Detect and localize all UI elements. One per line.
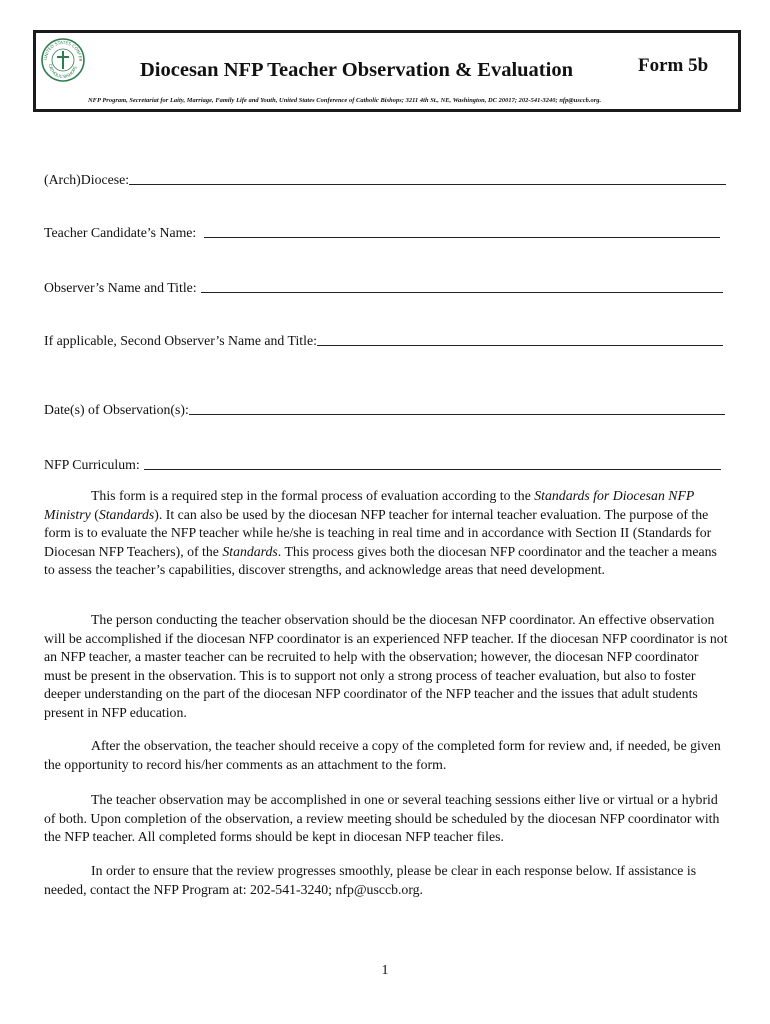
form-number: Form 5b: [638, 55, 709, 76]
observer-name-label: Observer’s Name and Title:: [44, 280, 197, 295]
diocese-input-line[interactable]: [129, 170, 726, 185]
curriculum-input-line[interactable]: [144, 455, 721, 470]
intro-paragraph: This form is a required step in the formal process of evaluation according to the Standards for Diocesan NFP Ministry (Standards). It can also be used by the diocesan NFP teacher for internal teacher evaluation. The purpose of the form is to evaluate the NFP teacher while he/she is teaching in real time and in accordance with Section II (Standards for Diocesan NFP Teachers), of the Standards. This process gives both the diocesan NFP coordinator and the teacher a means to assess the teacher’s capabilities, discover strengths, and acknowledge areas that need development.: [44, 488, 717, 578]
candidate-name-label: Teacher Candidate’s Name:: [44, 225, 197, 240]
sessions-paragraph: The teacher observation may be accomplished in one or several teaching sessions either live or virtual or a hybrid of both. Upon completion of the observation, a review meeting should be scheduled by the diocesan NFP coordinator with the NFP teacher. All completed forms should be kept in diocesan NFP teacher files.: [44, 792, 720, 845]
contact-paragraph: In order to ensure that the review progresses smoothly, please be clear in each response below. If assistance is needed, contact the NFP Program at: 202-541-3240; nfp@usccb.org.: [44, 863, 697, 897]
observer-paragraph: The person conducting the teacher observation should be the diocesan NFP coordinator. An effective observation will be accomplished if the diocesan NFP coordinator is an experienced NFP teacher. If the diocesan NFP coordinator is not an NFP teacher, a master teacher can be recruited to help with the observation; however, the diocesan NFP coordinator must be present in the observation. This is to support not only a strong process of teacher evaluation, but also to foster deeper understanding on the part of the diocesan NFP coordinator of the NFP teacher and the issues that adult students present in NFP education.: [44, 612, 728, 720]
second-observer-field: [44, 331, 723, 349]
after-observation-paragraph: After the observation, the teacher should receive a copy of the completed form for review and, if needed, be given the opportunity to record his/her comments as an attachment to the form.: [44, 738, 721, 772]
diocese-label: (Arch)Diocese:: [44, 172, 130, 187]
svg-text:UNITED STATES CONFERENCE OF: UNITED STATES CONFER: [42, 39, 84, 62]
standards-title-italic: Standards for Diocesan NFP Ministry: [44, 488, 695, 522]
curriculum-field: [44, 455, 721, 473]
diocese-field: [44, 170, 726, 188]
page-number: 1: [381, 963, 389, 978]
observation-dates-field: [44, 400, 725, 418]
observer-name-input-line[interactable]: [201, 278, 723, 293]
second-observer-input-line[interactable]: [317, 331, 723, 346]
svg-text:CATHOLIC BISHOPS: CATHOLIC BISHOPS: [47, 63, 78, 80]
form-header: [33, 30, 741, 112]
candidate-name-field: [44, 223, 720, 241]
observation-dates-input-line[interactable]: [189, 400, 725, 415]
form-title: Diocesan NFP Teacher Observation & Evaluation: [140, 59, 573, 81]
candidate-name-input-line[interactable]: [204, 223, 720, 238]
observation-dates-label: Date(s) of Observation(s):: [44, 402, 189, 417]
observer-name-field: [44, 278, 723, 296]
second-observer-label: If applicable, Second Observer’s Name and Title:: [44, 333, 317, 348]
program-contact-line: NFP Program, Secretariat for Laity, Marriage, Family Life and Youth, United States Conference of Catholic Bishops; 3211 4th St., NE, Washington, DC 20017; 202-541-3240; nfp@usccb.org.: [88, 97, 602, 104]
usccb-seal-logo: [40, 37, 86, 83]
curriculum-label: NFP Curriculum:: [44, 457, 140, 472]
